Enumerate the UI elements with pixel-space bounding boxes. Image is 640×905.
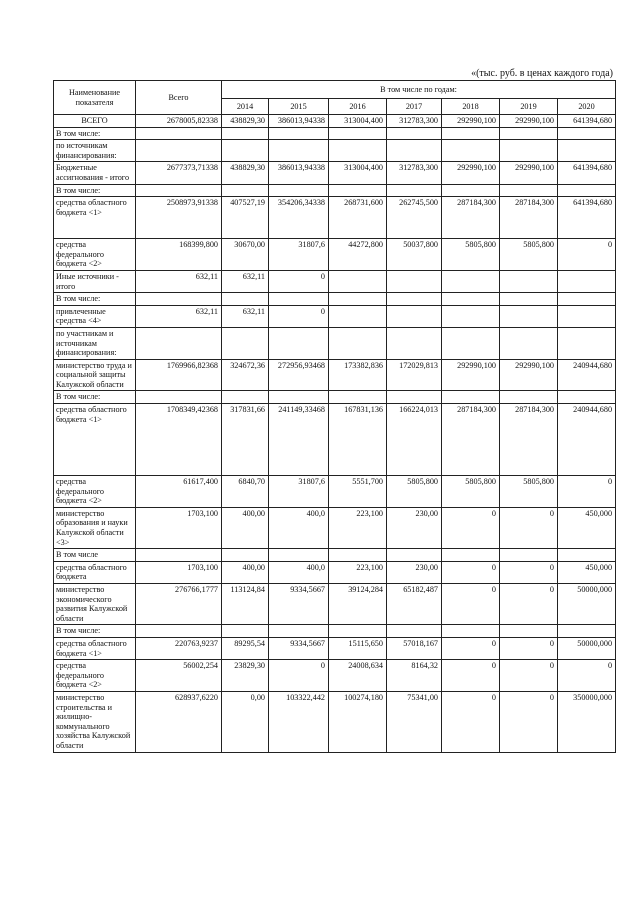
row-label: ВСЕГО: [54, 115, 136, 128]
section-label: В том числе:: [54, 127, 136, 140]
year-cell: 50037,800: [387, 239, 442, 271]
year-cell: 292990,100: [442, 359, 500, 391]
year-cell: 5805,800: [442, 239, 500, 271]
year-cell: 57018,167: [387, 637, 442, 659]
total-cell: 220763,9237: [136, 637, 222, 659]
year-cell: [387, 127, 442, 140]
year-cell: [387, 140, 442, 162]
year-cell: [500, 625, 558, 638]
table-row: [54, 140, 616, 162]
header-year: 2016: [329, 99, 387, 115]
year-cell: 0: [442, 584, 500, 625]
year-cell: 223,100: [329, 507, 387, 548]
header-year: 2018: [442, 99, 500, 115]
year-cell: 407527,19: [222, 197, 269, 239]
year-cell: 5805,800: [500, 476, 558, 508]
header-year: 2019: [500, 99, 558, 115]
year-cell: 0: [558, 660, 616, 692]
year-cell: 223,100: [329, 561, 387, 583]
year-cell: 272956,93468: [269, 359, 329, 391]
section-label: В том числе:: [54, 293, 136, 306]
header-year: 2014: [222, 99, 269, 115]
year-cell: [329, 184, 387, 197]
year-cell: 5805,800: [387, 476, 442, 508]
year-cell: 0,00: [222, 691, 269, 752]
year-cell: 241149,33468: [269, 404, 329, 476]
section-row: [54, 127, 616, 140]
row-label: средства федерального бюджета <2>: [54, 660, 136, 692]
year-cell: 89295,54: [222, 637, 269, 659]
row-label: министерство труда и социальной защиты Калужской области: [54, 359, 136, 391]
total-cell: [136, 140, 222, 162]
year-cell: [442, 140, 500, 162]
year-cell: [558, 549, 616, 562]
year-cell: [442, 127, 500, 140]
year-cell: 240944,680: [558, 404, 616, 476]
year-cell: 641394,680: [558, 197, 616, 239]
year-cell: 287184,300: [442, 197, 500, 239]
row-label: привлеченные средства <4>: [54, 305, 136, 327]
year-cell: 400,0: [269, 507, 329, 548]
year-cell: [269, 127, 329, 140]
year-cell: 230,00: [387, 507, 442, 548]
year-cell: [442, 305, 500, 327]
year-cell: 31807,6: [269, 476, 329, 508]
year-cell: 0: [500, 561, 558, 583]
year-cell: 166224,013: [387, 404, 442, 476]
year-cell: 0: [500, 584, 558, 625]
year-cell: [329, 549, 387, 562]
year-cell: 641394,680: [558, 115, 616, 128]
year-cell: 15115,650: [329, 637, 387, 659]
row-label: по источникам финансирования:: [54, 140, 136, 162]
year-cell: 287184,300: [500, 404, 558, 476]
year-cell: 0: [269, 270, 329, 292]
year-cell: 50000,000: [558, 637, 616, 659]
year-cell: 350000,000: [558, 691, 616, 752]
year-cell: 5551,700: [329, 476, 387, 508]
section-label: В том числе:: [54, 391, 136, 404]
year-cell: [222, 140, 269, 162]
row-label: министерство экономического развития Калужской области: [54, 584, 136, 625]
row-label: средства областного бюджета <1>: [54, 197, 136, 239]
total-cell: 56002,254: [136, 660, 222, 692]
year-cell: 641394,680: [558, 162, 616, 184]
year-cell: 50000,000: [558, 584, 616, 625]
year-cell: 292990,100: [500, 359, 558, 391]
year-cell: 292990,100: [442, 115, 500, 128]
year-cell: 287184,300: [442, 404, 500, 476]
year-cell: 0: [500, 691, 558, 752]
year-cell: [269, 293, 329, 306]
year-cell: 30670,00: [222, 239, 269, 271]
table-row: [54, 327, 616, 359]
year-cell: [269, 391, 329, 404]
row-label: средства федерального бюджета <2>: [54, 476, 136, 508]
year-cell: [500, 327, 558, 359]
year-cell: [222, 293, 269, 306]
year-cell: 103322,442: [269, 691, 329, 752]
section-row: [54, 293, 616, 306]
year-cell: [387, 327, 442, 359]
total-cell: [136, 293, 222, 306]
year-cell: [442, 293, 500, 306]
row-label: по участникам и источникам финансирования:: [54, 327, 136, 359]
year-cell: [329, 293, 387, 306]
year-cell: 262745,500: [387, 197, 442, 239]
year-cell: 23829,30: [222, 660, 269, 692]
table-row: [54, 239, 616, 271]
total-cell: 1708349,42368: [136, 404, 222, 476]
year-cell: [387, 549, 442, 562]
year-cell: 438829,30: [222, 115, 269, 128]
year-cell: 313004,400: [329, 115, 387, 128]
year-cell: [500, 140, 558, 162]
row-label: средства областного бюджета: [54, 561, 136, 583]
year-cell: 0: [269, 305, 329, 327]
year-cell: [329, 270, 387, 292]
section-row: [54, 184, 616, 197]
year-cell: 268731,600: [329, 197, 387, 239]
year-cell: 287184,300: [500, 197, 558, 239]
year-cell: [558, 391, 616, 404]
funding-table: [53, 80, 616, 753]
year-cell: [222, 184, 269, 197]
year-cell: 292990,100: [500, 162, 558, 184]
year-cell: 292990,100: [500, 115, 558, 128]
header-total: Всего: [136, 81, 222, 115]
table-row: [54, 359, 616, 391]
year-cell: [500, 127, 558, 140]
total-cell: 168399,800: [136, 239, 222, 271]
year-cell: 230,00: [387, 561, 442, 583]
year-cell: 31807,6: [269, 239, 329, 271]
year-cell: [558, 127, 616, 140]
year-cell: 240944,680: [558, 359, 616, 391]
total-cell: [136, 127, 222, 140]
table-row: [54, 270, 616, 292]
year-cell: [222, 625, 269, 638]
section-label: В том числе:: [54, 184, 136, 197]
section-label: В том числе:: [54, 625, 136, 638]
total-cell: 1703,100: [136, 561, 222, 583]
total-cell: [136, 184, 222, 197]
year-cell: 0: [558, 239, 616, 271]
year-cell: 100274,180: [329, 691, 387, 752]
year-cell: 44272,800: [329, 239, 387, 271]
year-cell: [329, 391, 387, 404]
year-cell: [269, 327, 329, 359]
year-cell: [387, 293, 442, 306]
year-cell: [222, 327, 269, 359]
table-row: [54, 476, 616, 508]
year-cell: [442, 270, 500, 292]
year-cell: [558, 327, 616, 359]
year-cell: 9334,5667: [269, 637, 329, 659]
row-label: средства федерального бюджета <2>: [54, 239, 136, 271]
year-cell: 0: [442, 691, 500, 752]
year-cell: [387, 625, 442, 638]
year-cell: [222, 549, 269, 562]
year-cell: 324672,36: [222, 359, 269, 391]
total-cell: [136, 391, 222, 404]
year-cell: [558, 140, 616, 162]
year-cell: [500, 293, 558, 306]
total-cell: 2677373,71338: [136, 162, 222, 184]
year-cell: [558, 293, 616, 306]
section-row: [54, 549, 616, 562]
table-row: [54, 584, 616, 625]
total-cell: 1703,100: [136, 507, 222, 548]
year-cell: 0: [500, 507, 558, 548]
year-cell: [442, 327, 500, 359]
year-cell: [558, 184, 616, 197]
total-cell: 2508973,91338: [136, 197, 222, 239]
year-cell: [500, 391, 558, 404]
year-cell: 450,000: [558, 561, 616, 583]
unit-note: «(тыс. руб. в ценах каждого года): [471, 68, 613, 79]
year-cell: [387, 305, 442, 327]
year-cell: [269, 184, 329, 197]
year-cell: 172029,813: [387, 359, 442, 391]
header-year: 2015: [269, 99, 329, 115]
header-year: 2017: [387, 99, 442, 115]
year-cell: 39124,284: [329, 584, 387, 625]
total-cell: 628937,6220: [136, 691, 222, 752]
year-cell: [500, 184, 558, 197]
year-cell: 400,00: [222, 507, 269, 548]
table-row: [54, 305, 616, 327]
total-cell: 632,11: [136, 305, 222, 327]
year-cell: 450,000: [558, 507, 616, 548]
year-cell: [329, 327, 387, 359]
year-cell: 0: [442, 660, 500, 692]
year-cell: 0: [442, 507, 500, 548]
year-cell: [558, 270, 616, 292]
year-cell: [387, 270, 442, 292]
year-cell: 6840,70: [222, 476, 269, 508]
year-cell: 113124,84: [222, 584, 269, 625]
year-cell: [442, 184, 500, 197]
year-cell: 8164,32: [387, 660, 442, 692]
year-cell: 400,0: [269, 561, 329, 583]
table-row: [54, 404, 616, 476]
year-cell: [269, 625, 329, 638]
header-name: Наименование показателя: [54, 81, 136, 115]
table-body: [54, 115, 616, 753]
year-cell: 386013,94338: [269, 115, 329, 128]
table-row: [54, 162, 616, 184]
year-cell: 354206,34338: [269, 197, 329, 239]
total-cell: 276766,1777: [136, 584, 222, 625]
row-label: средства областного бюджета <1>: [54, 637, 136, 659]
table-row: [54, 115, 616, 128]
year-cell: 312783,300: [387, 115, 442, 128]
year-cell: [329, 127, 387, 140]
year-cell: [387, 391, 442, 404]
year-cell: 9334,5667: [269, 584, 329, 625]
year-cell: [442, 391, 500, 404]
year-cell: [442, 625, 500, 638]
year-cell: [329, 140, 387, 162]
year-cell: [269, 549, 329, 562]
total-cell: 632,11: [136, 270, 222, 292]
year-cell: 0: [558, 476, 616, 508]
row-label: министерство образования и науки Калужской области <3>: [54, 507, 136, 548]
year-cell: 400,00: [222, 561, 269, 583]
year-cell: [558, 625, 616, 638]
table-row: [54, 561, 616, 583]
year-cell: [329, 625, 387, 638]
table-row: [54, 197, 616, 239]
year-cell: 386013,94338: [269, 162, 329, 184]
table-row: [54, 691, 616, 752]
year-cell: 312783,300: [387, 162, 442, 184]
total-cell: [136, 625, 222, 638]
year-cell: 5805,800: [500, 239, 558, 271]
table-row: [54, 637, 616, 659]
year-cell: 632,11: [222, 270, 269, 292]
year-cell: 632,11: [222, 305, 269, 327]
year-cell: [558, 305, 616, 327]
table-row: [54, 507, 616, 548]
year-cell: [500, 270, 558, 292]
total-cell: 2678005,82338: [136, 115, 222, 128]
year-cell: 0: [269, 660, 329, 692]
year-cell: [500, 305, 558, 327]
year-cell: 0: [500, 637, 558, 659]
year-cell: [222, 127, 269, 140]
year-cell: 173382,836: [329, 359, 387, 391]
year-cell: [329, 305, 387, 327]
section-row: [54, 391, 616, 404]
year-cell: 438829,30: [222, 162, 269, 184]
year-cell: 317831,66: [222, 404, 269, 476]
year-cell: 5805,800: [442, 476, 500, 508]
year-cell: 65182,487: [387, 584, 442, 625]
section-label: В том числе: [54, 549, 136, 562]
total-cell: 61617,400: [136, 476, 222, 508]
row-label: Бюджетные ассигнования - итого: [54, 162, 136, 184]
header-years-caption: В том числе по годам:: [222, 81, 616, 99]
row-label: средства областного бюджета <1>: [54, 404, 136, 476]
year-cell: [500, 549, 558, 562]
year-cell: 24008,634: [329, 660, 387, 692]
year-cell: [442, 549, 500, 562]
header-year: 2020: [558, 99, 616, 115]
year-cell: 0: [500, 660, 558, 692]
year-cell: 0: [442, 637, 500, 659]
year-cell: 167831,136: [329, 404, 387, 476]
year-cell: [269, 140, 329, 162]
total-cell: [136, 327, 222, 359]
row-label: министерство строительства и жилищно-коммунального хозяйства Калужской области: [54, 691, 136, 752]
year-cell: [387, 184, 442, 197]
year-cell: 0: [442, 561, 500, 583]
section-row: [54, 625, 616, 638]
year-cell: 75341,00: [387, 691, 442, 752]
total-cell: 1769966,82368: [136, 359, 222, 391]
year-cell: 313004,400: [329, 162, 387, 184]
year-cell: [222, 391, 269, 404]
row-label: Иные источники - итого: [54, 270, 136, 292]
total-cell: [136, 549, 222, 562]
table-row: [54, 660, 616, 692]
year-cell: 292990,100: [442, 162, 500, 184]
